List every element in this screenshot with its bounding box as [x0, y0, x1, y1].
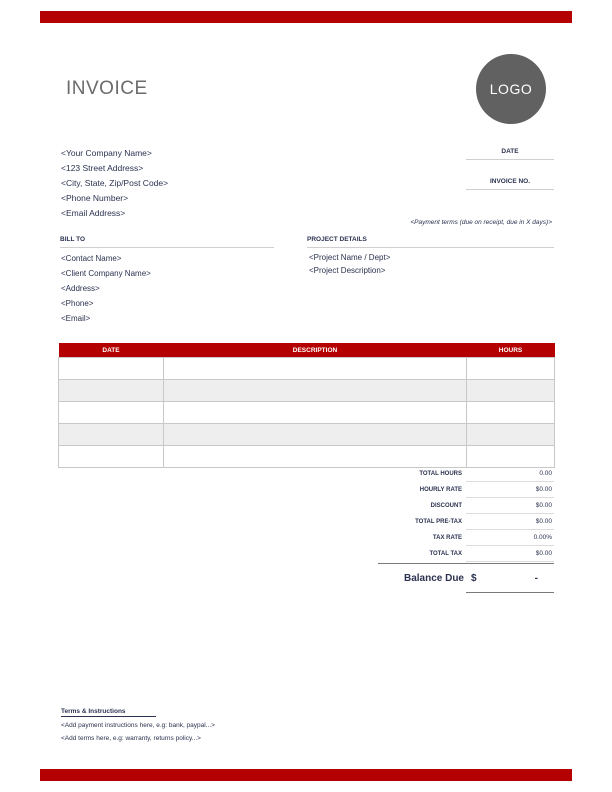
hours-cell[interactable]: [467, 380, 555, 402]
description-cell[interactable]: [164, 446, 467, 468]
description-cell[interactable]: [164, 402, 467, 424]
currency-symbol: $: [471, 573, 477, 584]
bill-to-address: <Address>: [61, 284, 100, 293]
bill-to-phone: <Phone>: [61, 299, 94, 308]
date-cell[interactable]: [59, 402, 164, 424]
column-header-description: DESCRIPTION: [164, 343, 467, 358]
description-cell[interactable]: [164, 358, 467, 380]
bill-to-heading: BILL TO: [60, 236, 274, 248]
table-row: [59, 446, 555, 468]
total-pretax-value: $0.00: [466, 514, 554, 530]
line-items-table: [58, 343, 555, 468]
table-row: [59, 424, 555, 446]
company-info: [61, 146, 168, 221]
balance-due-label: Balance Due: [403, 573, 464, 584]
total-hours-value: 0.00: [466, 466, 554, 482]
hours-cell[interactable]: [467, 424, 555, 446]
logo-placeholder: LOGO: [476, 54, 546, 124]
bill-to-contact: <Contact Name>: [61, 254, 122, 263]
company-email: <Email Address>: [61, 208, 126, 218]
column-header-hours: HOURS: [467, 343, 555, 358]
total-tax-label: TOTAL TAX: [429, 551, 462, 557]
tax-rate-row: [378, 530, 554, 546]
date-cell[interactable]: [59, 424, 164, 446]
total-tax-row: [378, 546, 554, 562]
date-cell[interactable]: [59, 380, 164, 402]
hours-cell[interactable]: [467, 358, 555, 380]
bill-to-email: <Email>: [61, 314, 91, 323]
total-hours-row: [378, 466, 554, 482]
description-cell[interactable]: [164, 424, 467, 446]
column-header-date: DATE: [59, 343, 164, 358]
hours-cell[interactable]: [467, 446, 555, 468]
total-hours-label: TOTAL HOURS: [419, 471, 462, 477]
total-tax-value: $0.00: [466, 546, 554, 562]
date-label: DATE: [466, 148, 554, 160]
hourly-rate-value: $0.00: [466, 482, 554, 498]
terms-instructions-heading: Terms & Instructions: [61, 708, 156, 717]
hourly-rate-label: HOURLY RATE: [419, 487, 462, 493]
bill-to-details: [61, 251, 151, 326]
total-pretax-row: [378, 514, 554, 530]
hours-cell[interactable]: [467, 402, 555, 424]
table-header-row: [59, 343, 555, 358]
table-row: [59, 358, 555, 380]
top-accent-bar: [40, 11, 572, 23]
date-cell[interactable]: [59, 358, 164, 380]
discount-row: [378, 498, 554, 514]
bottom-accent-bar: [40, 769, 572, 781]
total-pretax-label: TOTAL PRE-TAX: [415, 519, 462, 525]
description-cell[interactable]: [164, 380, 467, 402]
balance-due: [378, 563, 554, 594]
discount-value: $0.00: [466, 498, 554, 514]
company-street: <123 Street Address>: [61, 163, 144, 173]
table-row: [59, 380, 555, 402]
discount-label: DISCOUNT: [430, 503, 462, 509]
company-city: <City, State, Zip/Post Code>: [61, 178, 169, 188]
company-phone: <Phone Number>: [61, 193, 129, 203]
project-description: <Project Description>: [309, 266, 386, 275]
tax-rate-label: TAX RATE: [432, 535, 462, 541]
date-cell[interactable]: [59, 446, 164, 468]
project-name: <Project Name / Dept>: [309, 253, 391, 262]
bill-to-client: <Client Company Name>: [61, 269, 151, 278]
table-row: [59, 402, 555, 424]
hourly-rate-row: [378, 482, 554, 498]
tax-rate-value: 0.00%: [466, 530, 554, 546]
balance-underline: [466, 592, 554, 593]
terms-instructions: [61, 719, 215, 745]
project-details: [309, 251, 390, 277]
payment-terms: <Payment terms (due on receipt, due in X days)>: [410, 219, 552, 226]
project-details-heading: PROJECT DETAILS: [307, 236, 554, 248]
balance-due-value: -: [534, 573, 538, 584]
terms-text: <Add terms here, e.g: warranty, returns policy...>: [61, 735, 201, 742]
totals-summary: [378, 466, 554, 562]
invoice-number-label: INVOICE NO.: [466, 178, 554, 190]
payment-instructions: <Add payment instructions here, e.g: bank, paypal...>: [61, 722, 215, 729]
company-name: <Your Company Name>: [61, 148, 152, 158]
invoice-title: INVOICE: [66, 78, 148, 99]
